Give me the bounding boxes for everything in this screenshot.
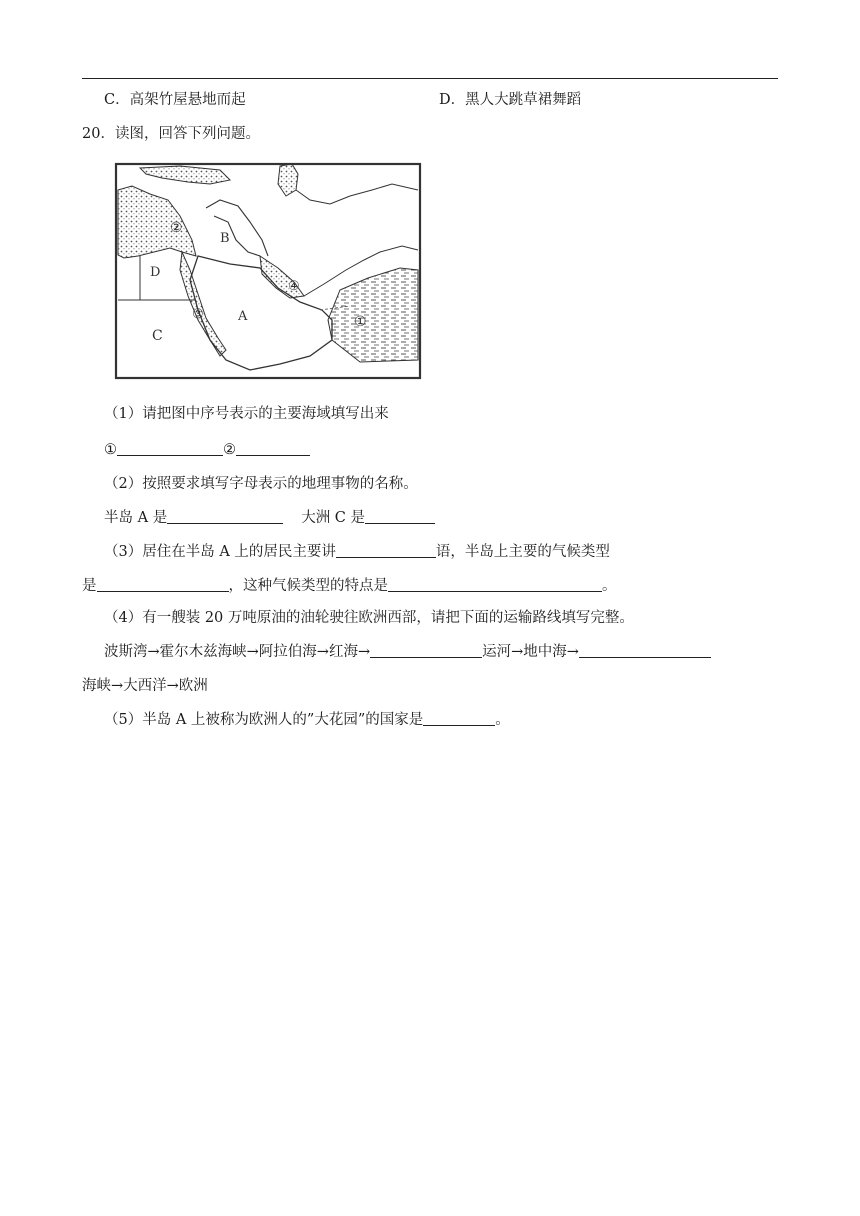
q1-answer-line (104, 440, 310, 460)
map-label: ② (170, 220, 183, 236)
q2-answer-line (104, 508, 435, 528)
option-d: D．黑人大跳草裙舞蹈 (439, 92, 582, 108)
continent-label: 大洲 C 是 (301, 510, 366, 526)
q5-text-a: （5）半岛 A 上被称为欧洲人的”大花园”的国家是 (104, 712, 424, 728)
q3-line-2 (82, 576, 617, 596)
route-text-b: 运河→地中海→ (482, 644, 579, 660)
q4-route-end: 海峡→大西洋→欧洲 (82, 678, 208, 694)
route-text-a: 波斯湾→霍尔木兹海峡→阿拉伯海→红海→ (104, 644, 371, 660)
q3-text-a: （3）居住在半岛 A 上的居民主要讲 (104, 544, 336, 560)
q3-line-1 (104, 542, 610, 562)
q3-text-e: 。 (602, 578, 617, 594)
peninsula-label: 半岛 A 是 (104, 510, 168, 526)
middle-east-map (110, 160, 440, 385)
map-label: ③ (192, 307, 204, 322)
language-blank[interactable] (336, 542, 436, 558)
strait-blank[interactable] (579, 642, 711, 658)
answer-blank-1[interactable] (117, 440, 223, 456)
map-label: A (238, 309, 248, 324)
map-label: D (150, 265, 161, 280)
peninsula-blank[interactable] (167, 508, 283, 524)
question-title: 20．读图，回答下列问题。 (82, 126, 260, 142)
q3-text-d: ，这种气候类型的特点是 (228, 578, 388, 594)
answer-blank-2[interactable] (236, 440, 310, 456)
q5-text-b: 。 (495, 712, 510, 728)
continent-blank[interactable] (365, 508, 435, 524)
q1-text: （1）请把图中序号表示的主要海域填写出来 (104, 406, 389, 422)
canal-blank[interactable] (370, 642, 482, 658)
map-label: ① (354, 314, 367, 330)
map-label: ④ (288, 279, 300, 294)
q5-line (104, 710, 510, 730)
header-rule (82, 78, 778, 79)
climate-type-blank[interactable] (97, 576, 229, 592)
q3-text-c: 是 (82, 578, 97, 594)
q2-text: （2）按照要求填写字母表示的地理事物的名称。 (104, 476, 418, 492)
map-label: B (220, 231, 230, 246)
q4-text: （4）有一艘装 20 万吨原油的油轮驶往欧洲西部，请把下面的运输路线填写完整。 (104, 610, 634, 626)
q3-text-b: 语，半岛上主要的气候类型 (435, 544, 610, 560)
q4-route-line (104, 642, 711, 662)
country-blank[interactable] (423, 710, 495, 726)
circle-2: ② (223, 442, 236, 458)
climate-feature-blank[interactable] (388, 576, 602, 592)
map-label: C (152, 328, 163, 344)
circle-1: ① (104, 442, 117, 458)
option-c: C．高架竹屋悬地而起 (104, 92, 246, 108)
